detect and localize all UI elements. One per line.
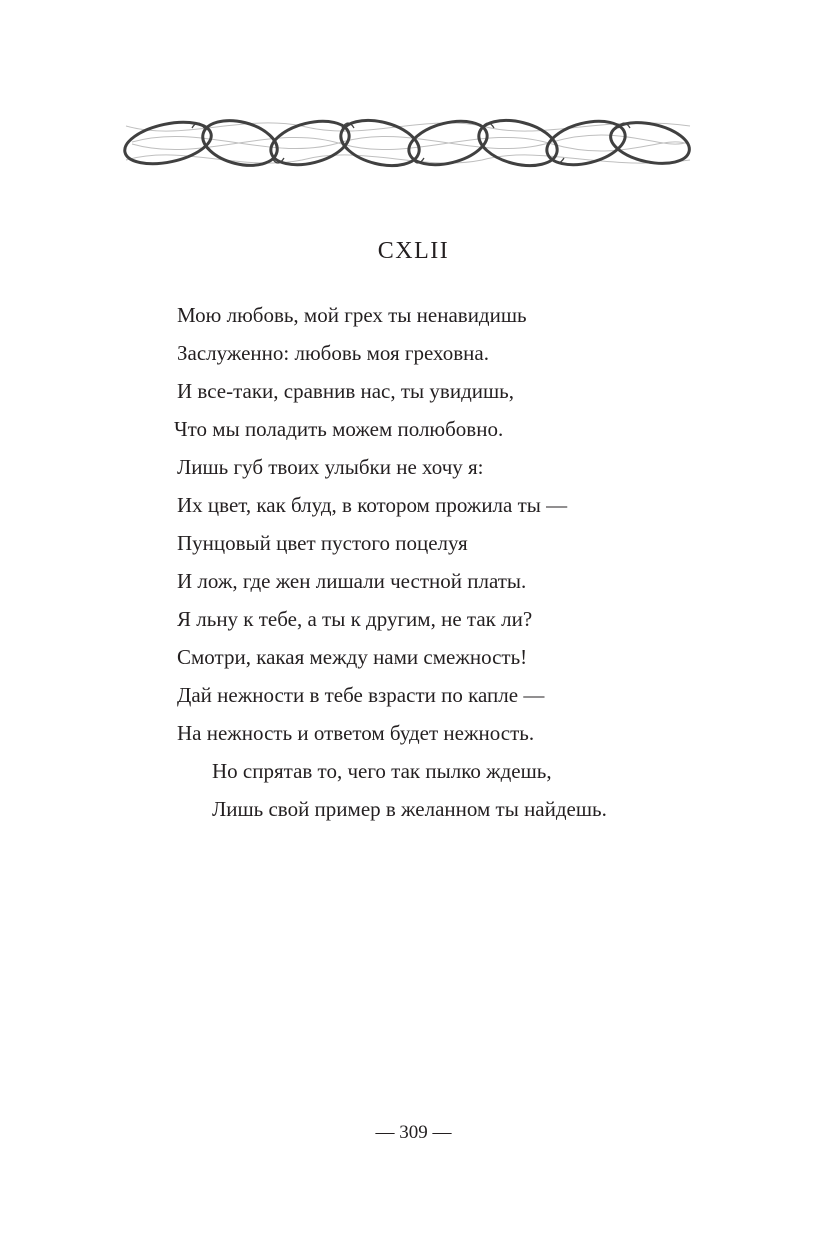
sonnet-number: CXLII [377,238,450,264]
poem-line: Пунцовый цвет пустого поцелуя [177,531,468,555]
poem-line: Смотри, какая между нами смежность! [177,645,528,669]
poem-line: И лож, где жен лишали честной платы. [177,569,527,593]
poem-line: Дай нежности в тебе взрасти по капле — [177,683,545,707]
poem-line: Лишь губ твоих улыбки не хочу я: [177,455,484,479]
poem-line: Что мы поладить можем полюбовно. [174,417,504,441]
poem-line: Их цвет, как блуд, в котором прожила ты — [177,493,568,517]
poem-line: Я льну к тебе, а ты к другим, не так ли? [177,607,533,631]
poem-line: Мою любовь, мой грех ты ненавидишь [177,303,527,327]
decorative-scroll-ornament-icon [122,112,694,174]
couplet-line: Но спрятав то, чего так пылко ждешь, [212,759,552,783]
poem-line: Заслуженно: любовь моя греховна. [177,341,489,365]
page-number: — 309 — [375,1122,452,1143]
poem-text [174,296,737,828]
poem-line: И все-таки, сравнив нас, ты увидишь, [177,379,514,403]
couplet-line: Лишь свой пример в желанном ты найдешь. [212,797,607,821]
poem-line: На нежность и ответом будет нежность. [177,721,535,745]
